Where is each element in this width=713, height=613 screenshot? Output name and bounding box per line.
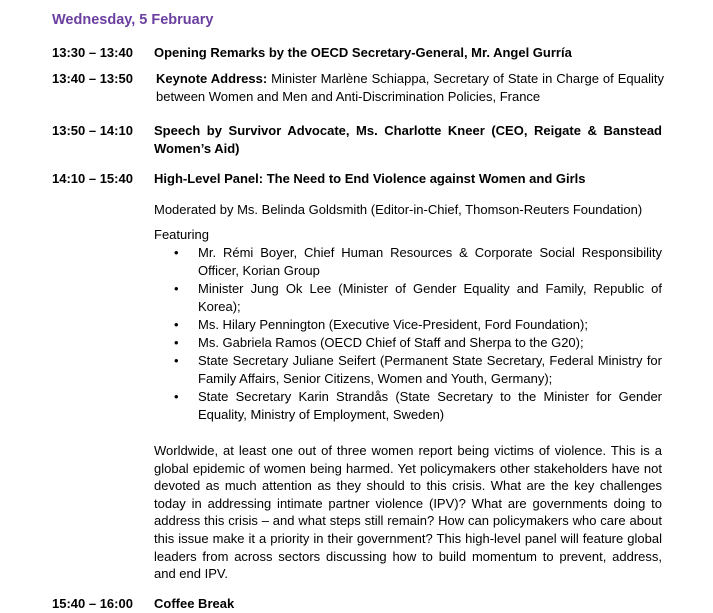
bullet-icon: • — [174, 335, 179, 350]
session-detail: Minister Marlène Schiappa, Secretary of State in Charge of Equality between Women and Men and Anti-Discrimination Policies, France — [156, 71, 664, 104]
panelist-text: Minister Jung Ok Lee (Minister of Gender Equality and Family, Republic of Korea); — [198, 281, 662, 314]
session-time: 13:40 – 13:50 — [52, 71, 133, 86]
list-item — [154, 334, 662, 352]
bullet-icon: • — [174, 281, 179, 296]
session-time: 15:40 – 16:00 — [52, 596, 133, 611]
list-item — [154, 388, 662, 424]
panelist-text: State Secretary Karin Strandås (State Secretary to the Minister for Gender Equality, Ministry of Employment, Sweden) — [198, 389, 662, 422]
session-time: 13:50 – 14:10 — [52, 123, 133, 138]
session-title: Keynote Address: — [156, 71, 268, 86]
list-item — [154, 352, 662, 388]
session-time: 13:30 – 13:40 — [52, 45, 133, 60]
featuring-label: Featuring — [154, 227, 209, 242]
day-heading: Wednesday, 5 February — [52, 12, 214, 28]
panelist-text: Ms. Gabriela Ramos (OECD Chief of Staff and Sherpa to the G20); — [198, 335, 584, 350]
bullet-icon: • — [174, 245, 179, 260]
session-title: Opening Remarks by the OECD Secretary-General, Mr. Angel Gurría — [154, 45, 572, 60]
session-title: High-Level Panel: The Need to End Violence against Women and Girls — [154, 171, 586, 186]
bullet-icon: • — [174, 317, 179, 332]
bullet-icon: • — [174, 353, 179, 368]
panel-moderator: Moderated by Ms. Belinda Goldsmith (Editor-in-Chief, Thomson-Reuters Foundation) — [154, 202, 643, 217]
session-title: Speech by Survivor Advocate, Ms. Charlotte Kneer (CEO, Reigate & Banstead Women’s Aid) — [154, 123, 662, 156]
session-content — [156, 70, 664, 105]
panelist-text: State Secretary Juliane Seifert (Permanent State Secretary, Federal Ministry for Family Affairs, Senior Citizens, Women and Youth, Germany); — [198, 353, 662, 386]
session-title: Coffee Break — [154, 596, 235, 611]
bullet-icon: • — [174, 389, 179, 404]
list-item — [154, 244, 662, 280]
panelist-list — [154, 244, 662, 424]
list-item — [154, 280, 662, 316]
panelist-text: Ms. Hilary Pennington (Executive Vice-President, Ford Foundation); — [198, 317, 588, 332]
panelist-text: Mr. Rémi Boyer, Chief Human Resources & Corporate Social Responsibility Officer, Korian Group — [198, 245, 662, 278]
list-item — [154, 316, 662, 334]
session-time: 14:10 – 15:40 — [52, 171, 133, 186]
panel-description: Worldwide, at least one out of three women report being victims of violence. This is a global epidemic of women being harmed. Yet policymakers other stakeholders have not devoted as much attention as they should to this crisis. What are the key challenges today in addressing intimate partner violence (IPV)? What are governments doing to address this crisis – and what steps still remain? How can policymakers who care about this issue make it a priority in their government? This high-level panel will feature global leaders from across sectors discussing how to build momentum to prevent, address, and end IPV. — [154, 443, 662, 582]
